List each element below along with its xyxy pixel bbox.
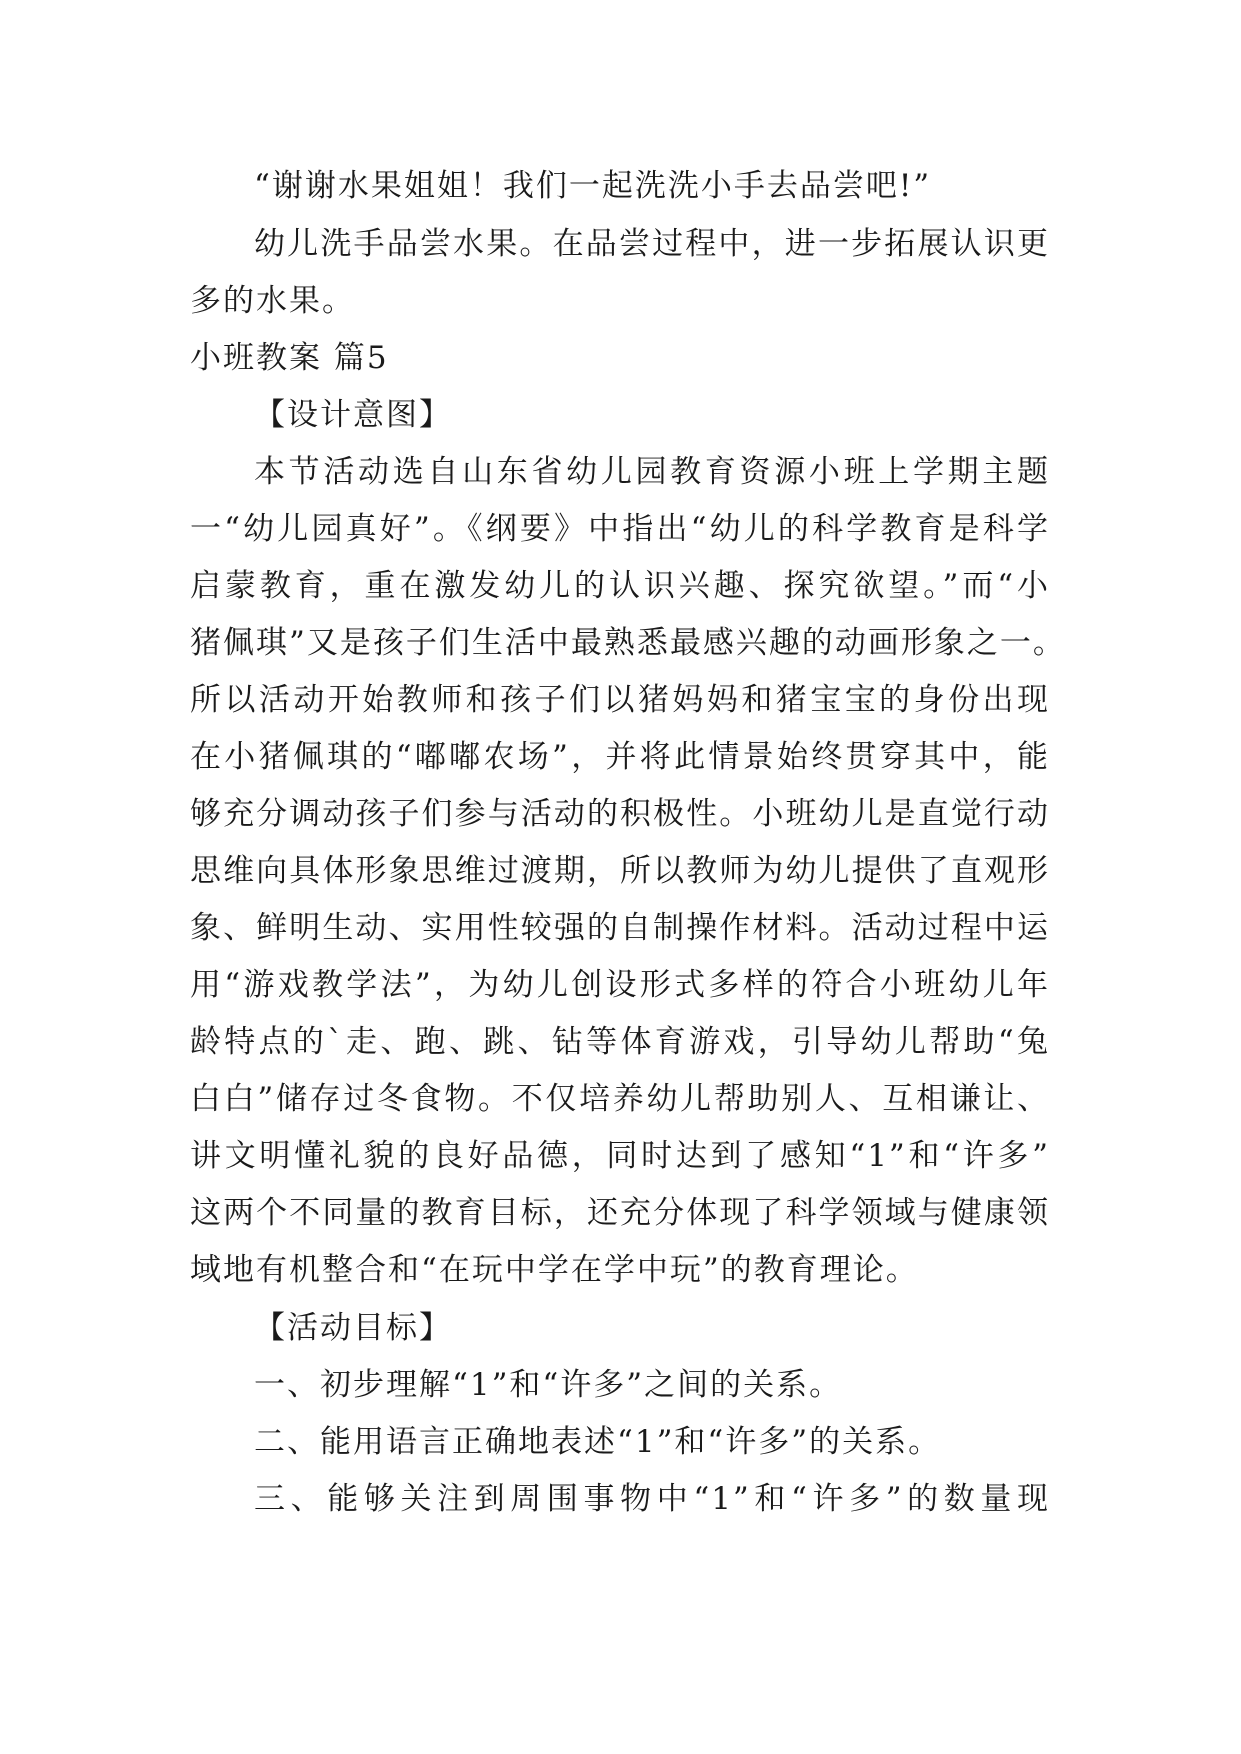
section-heading: 小班教案 篇5 bbox=[190, 340, 389, 376]
paragraph-line: 白白”储存过冬食物。不仅培养幼儿帮助别人、互相谦让、 bbox=[190, 1081, 1050, 1117]
paragraph-line: 龄特点的`走、跑、跳、钻等体育游戏，引导幼儿帮助“兔 bbox=[190, 1024, 1050, 1060]
paragraph-line: 启蒙教育，重在激发幼儿的认识兴趣、探究欲望。”而“小 bbox=[190, 568, 1050, 604]
paragraph-line: 多的水果。 bbox=[190, 283, 355, 319]
goal-item: 三、能够关注到周围事物中“1”和“许多”的数量现 bbox=[254, 1481, 1050, 1517]
dialogue-line: “谢谢水果姐姐！我们一起洗洗小手去品尝吧!” bbox=[254, 168, 932, 204]
paragraph-line: 讲文明懂礼貌的良好品德，同时达到了感知“1”和“许多” bbox=[190, 1138, 1050, 1174]
subheading-activity-goals: 【活动目标】 bbox=[254, 1310, 452, 1346]
subheading-design-intent: 【设计意图】 bbox=[254, 397, 452, 433]
paragraph-line: 象、鲜明生动、实用性较强的自制操作材料。活动过程中运 bbox=[190, 910, 1050, 946]
paragraph-line: 本节活动选自山东省幼儿园教育资源小班上学期主题 bbox=[254, 454, 1050, 490]
paragraph-line: 思维向具体形象思维过渡期，所以教师为幼儿提供了直观形 bbox=[190, 853, 1050, 889]
paragraph-line: 用“游戏教学法”，为幼儿创设形式多样的符合小班幼儿年 bbox=[190, 967, 1050, 1003]
paragraph-line: 域地有机整合和“在玩中学在学中玩”的教育理论。 bbox=[190, 1252, 919, 1288]
paragraph-line: 猪佩琪”又是孩子们生活中最熟悉最感兴趣的动画形象之一。 bbox=[190, 625, 1066, 661]
paragraph-line: 一“幼儿园真好”。《纲要》中指出“幼儿的科学教育是科学 bbox=[190, 511, 1050, 547]
goal-item: 一、初步理解“1”和“许多”之间的关系。 bbox=[254, 1367, 843, 1403]
paragraph-line: 幼儿洗手品尝水果。在品尝过程中，进一步拓展认识更 bbox=[254, 226, 1050, 262]
paragraph-line: 够充分调动孩子们参与活动的积极性。小班幼儿是直觉行动 bbox=[190, 796, 1050, 832]
paragraph-line: 在小猪佩琪的“嘟嘟农场”，并将此情景始终贯穿其中，能 bbox=[190, 739, 1050, 775]
paragraph-line: 这两个不同量的教育目标，还充分体现了科学领域与健康领 bbox=[190, 1195, 1050, 1231]
paragraph-line: 所以活动开始教师和孩子们以猪妈妈和猪宝宝的身份出现 bbox=[190, 682, 1050, 718]
goal-item: 二、能用语言正确地表述“1”和“许多”的关系。 bbox=[254, 1424, 942, 1460]
